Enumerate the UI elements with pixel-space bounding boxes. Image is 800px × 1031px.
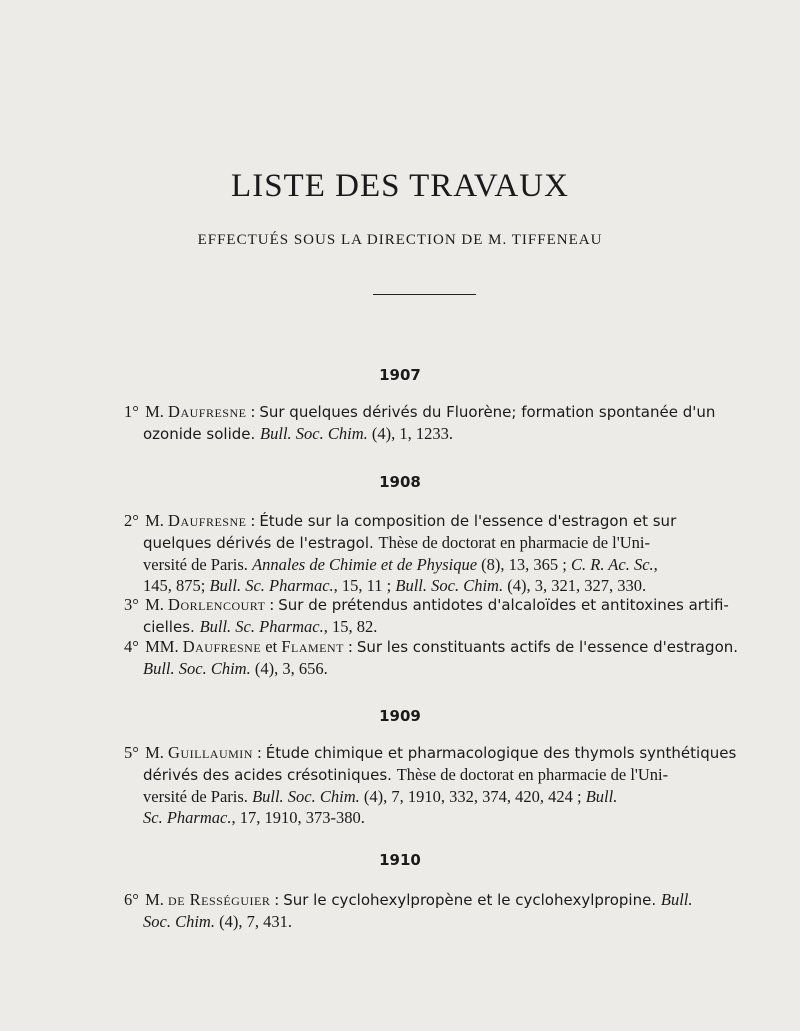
title-rule [373, 294, 476, 295]
entry-6 [124, 889, 736, 932]
journal: Bull. Soc. Chim. [260, 424, 368, 443]
conjunction: et [261, 637, 282, 656]
journal: Annales de Chimie et de Physique [252, 555, 478, 574]
author-prefix: M. [145, 743, 169, 762]
separator: : [265, 595, 279, 614]
reference: , 15, 11 ; [333, 576, 396, 595]
author-name: Daufresne [168, 511, 247, 530]
journal: Bull. [585, 787, 618, 806]
reference: (4), 7, 1910, 332, 374, 420, 424 ; [359, 787, 586, 806]
year-heading-1907: 1907 [379, 366, 421, 384]
reference: , 17, 1910, 373-380. [231, 808, 365, 827]
year-heading-1908: 1908 [379, 473, 421, 491]
entry-1 [124, 401, 736, 445]
journal: Bull. Sc. Pharmac. [209, 576, 334, 595]
separator: : [344, 637, 357, 656]
work-title: Étude chimique et pharmacologique des thymols synthétiques [265, 744, 737, 762]
journal: Bull. Sc. Pharmac. [199, 617, 324, 636]
reference: , [653, 555, 658, 574]
journal: Bull. Soc. Chim. [395, 576, 504, 595]
author-name: de Rességuier [168, 890, 271, 909]
author-prefix: MM. [145, 637, 183, 656]
author-prefix: M. [145, 402, 169, 421]
work-title: dérivés des acides crésotiniques. [143, 766, 397, 784]
year-heading-1909: 1909 [379, 707, 421, 725]
entry-line [124, 658, 736, 679]
work-title: Étude sur la composition de l'essence d'estragon et sur [259, 512, 677, 530]
reference: , 15, 82. [323, 617, 378, 636]
entry-number: 3° [124, 595, 139, 614]
entry-line [124, 594, 736, 616]
entry-line [124, 575, 736, 596]
entry-4 [124, 636, 739, 679]
author-prefix: M. [145, 595, 169, 614]
author-name: Dorlencourt [168, 595, 266, 614]
separator: : [252, 743, 266, 762]
entry-line [124, 401, 736, 423]
entry-line [124, 889, 736, 911]
reference: Thèse de doctorat en pharmacie de l'Uni- [396, 765, 669, 784]
reference: (4), 7, 431. [214, 912, 292, 931]
separator: : [246, 402, 260, 421]
journal: Soc. Chim. [143, 912, 215, 931]
entry-line [124, 911, 736, 932]
work-title: Sur les constituants actifs de l'essence d'estragon. [356, 638, 739, 656]
page-title: LISTE DES TRAVAUX [231, 168, 569, 204]
entry-line [124, 532, 736, 554]
author-name: Daufresne [168, 402, 247, 421]
entry-line [124, 786, 736, 807]
journal: Bull. Soc. Chim. [252, 787, 360, 806]
author-name: Guillaumin [168, 743, 253, 762]
entry-line [124, 742, 736, 764]
work-title: Sur quelques dérivés du Fluorène; formation spontanée d'un [259, 403, 716, 421]
work-title: Sur le cyclohexylpropène et le cyclohexylpropine. [283, 891, 661, 909]
reference: Thèse de doctorat en pharmacie de l'Uni- [378, 533, 650, 552]
entry-number: 4° [124, 637, 139, 656]
reference: (8), 13, 365 ; [477, 555, 571, 574]
journal: Bull. Soc. Chim. [143, 659, 251, 678]
entry-3 [124, 594, 736, 638]
year-heading-1910: 1910 [379, 851, 421, 869]
author-prefix: M. [145, 890, 169, 909]
entry-line [124, 423, 736, 445]
work-title: ozonide solide. [143, 425, 261, 443]
entry-5 [124, 742, 736, 828]
reference: (4), 1, 1233. [367, 424, 453, 443]
reference: (4), 3, 656. [250, 659, 328, 678]
entry-line [124, 636, 739, 658]
separator: : [246, 511, 260, 530]
entry-number: 6° [124, 890, 139, 909]
reference: (4), 3, 321, 327, 330. [503, 576, 647, 595]
entry-number: 5° [124, 743, 139, 762]
entry-line [124, 554, 736, 575]
reference: versité de Paris. [143, 787, 253, 806]
work-title: cielles. [143, 618, 200, 636]
separator: : [270, 890, 284, 909]
entry-number: 2° [124, 511, 139, 530]
author-prefix: M. [145, 511, 169, 530]
work-title: Sur de prétendus antidotes d'alcaloïdes et antitoxines artifi- [278, 596, 729, 614]
author-name: Flament [281, 637, 344, 656]
entry-line [124, 807, 736, 828]
journal: C. R. Ac. Sc. [571, 555, 654, 574]
work-title: quelques dérivés de l'estragol. [143, 534, 379, 552]
entry-2 [124, 510, 736, 596]
author-name: Daufresne [182, 637, 262, 656]
journal: Bull. [660, 890, 693, 909]
journal: Sc. Pharmac. [143, 808, 232, 827]
entry-line [124, 510, 736, 532]
reference: versité de Paris. [143, 555, 253, 574]
page-subtitle: EFFECTUÉS SOUS LA DIRECTION DE M. TIFFENEAU [197, 232, 603, 248]
entry-line [124, 616, 736, 638]
entry-number: 1° [124, 402, 139, 421]
reference: 145, 875; [143, 576, 210, 595]
entry-line [124, 764, 736, 786]
